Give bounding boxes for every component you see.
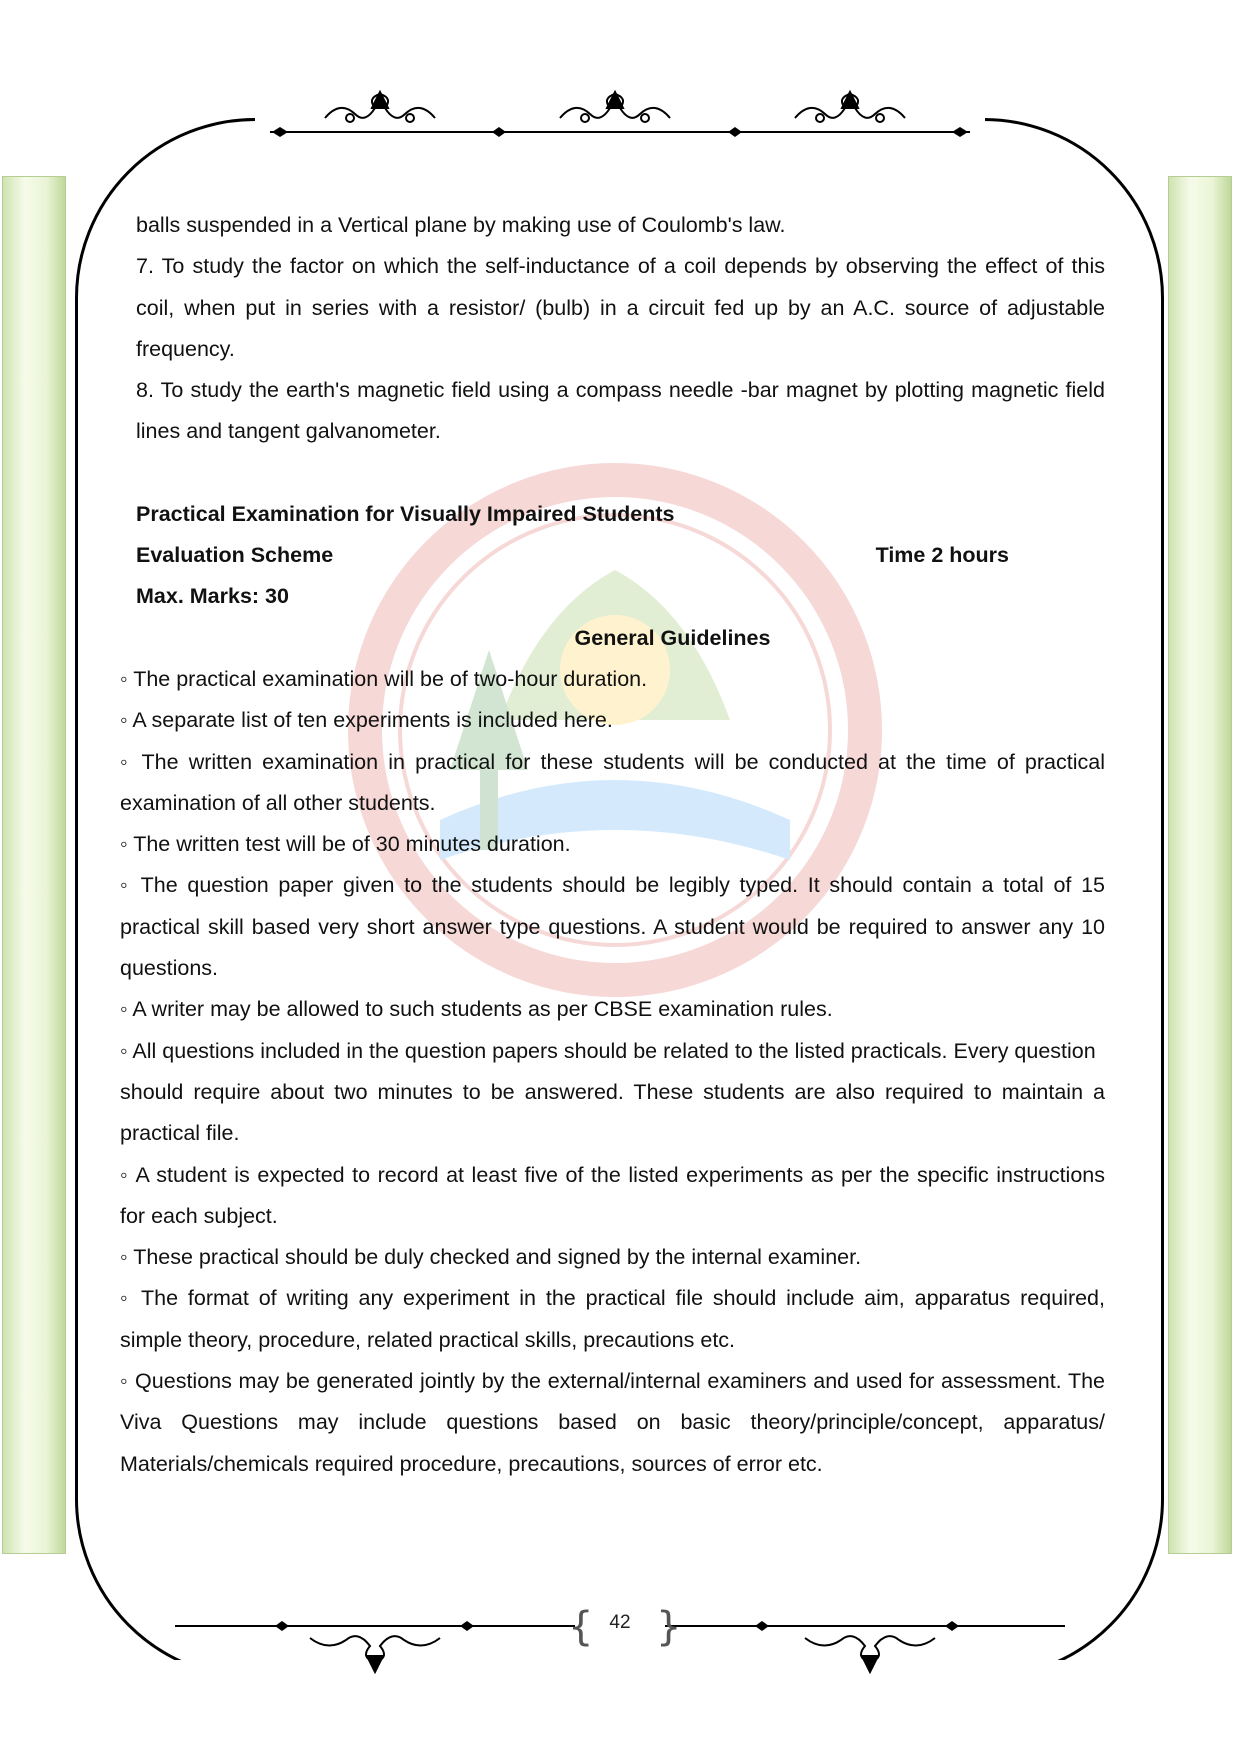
guideline-item: ◦ The question paper given to the students should be legibly typed. It should contain a total of 15 practical skill based very short answer type questions. A student would be required to answer any 10 questions.	[120, 873, 1105, 981]
guideline-item: ◦ All questions included in the question papers should be related to the listed practicals. Every question	[120, 1038, 1096, 1063]
left-decorative-bar	[2, 176, 66, 1554]
guideline-item: ◦ The written examination in practical for these students will be conducted at the time of practical examination of all other students.	[120, 749, 1105, 815]
evaluation-scheme-label: Evaluation Scheme	[136, 543, 334, 568]
max-marks: Max. Marks: 30	[136, 584, 289, 609]
guideline-item: ◦ A student is expected to record at least five of the listed experiments as per the specific instructions for each subject.	[120, 1162, 1105, 1228]
guideline-item: ◦ These practical should be duly checked and signed by the internal examiner.	[120, 1245, 862, 1270]
body-line: 7. To study the factor on which the self-inductance of a coil depends by observing the effect of this coil, when put in series with a resistor/ (bulb) in a circuit fed up by an A.C. source of adjustable frequency.	[136, 254, 1105, 361]
guideline-item: ◦ The written test will be of 30 minutes duration.	[120, 832, 571, 857]
body-line: balls suspended in a Vertical plane by making use of Coulomb's law.	[136, 213, 786, 237]
right-decorative-bar	[1168, 176, 1232, 1554]
guidelines-title: General Guidelines	[574, 625, 771, 650]
guideline-item: should require about two minutes to be answered. These students are also required to maintain a practical file.	[120, 1079, 1105, 1146]
page-number: 42	[609, 1612, 631, 1633]
top-ornament-divider	[270, 88, 970, 148]
guideline-item: ◦ A separate list of ten experiments is included here.	[120, 708, 613, 733]
page-content	[120, 205, 1105, 1485]
guideline-item: ◦ The format of writing any experiment in the practical file should include aim, apparatus required, simple theory, procedure, related practical skills, precautions etc.	[120, 1286, 1105, 1352]
guideline-item: ◦ The practical examination will be of two-hour duration.	[120, 666, 648, 691]
time-label: Time 2 hours	[875, 543, 1009, 568]
guideline-item: ◦ Questions may be generated jointly by the external/internal examiners and used for assessment. The Viva Questions may include questions based on basic theory/principle/concept, apparatus/ Materials/chemicals required procedure, precautions, sources of error etc.	[120, 1369, 1105, 1476]
body-line: 8. To study the earth's magnetic field using a compass needle -bar magnet by plotting magnetic field lines and tangent galvanometer.	[136, 378, 1105, 444]
evaluation-row	[120, 535, 1105, 576]
section-title: Practical Examination for Visually Impaired Students	[136, 501, 675, 526]
guideline-item: ◦ A writer may be allowed to such students as per CBSE examination rules.	[120, 997, 833, 1022]
